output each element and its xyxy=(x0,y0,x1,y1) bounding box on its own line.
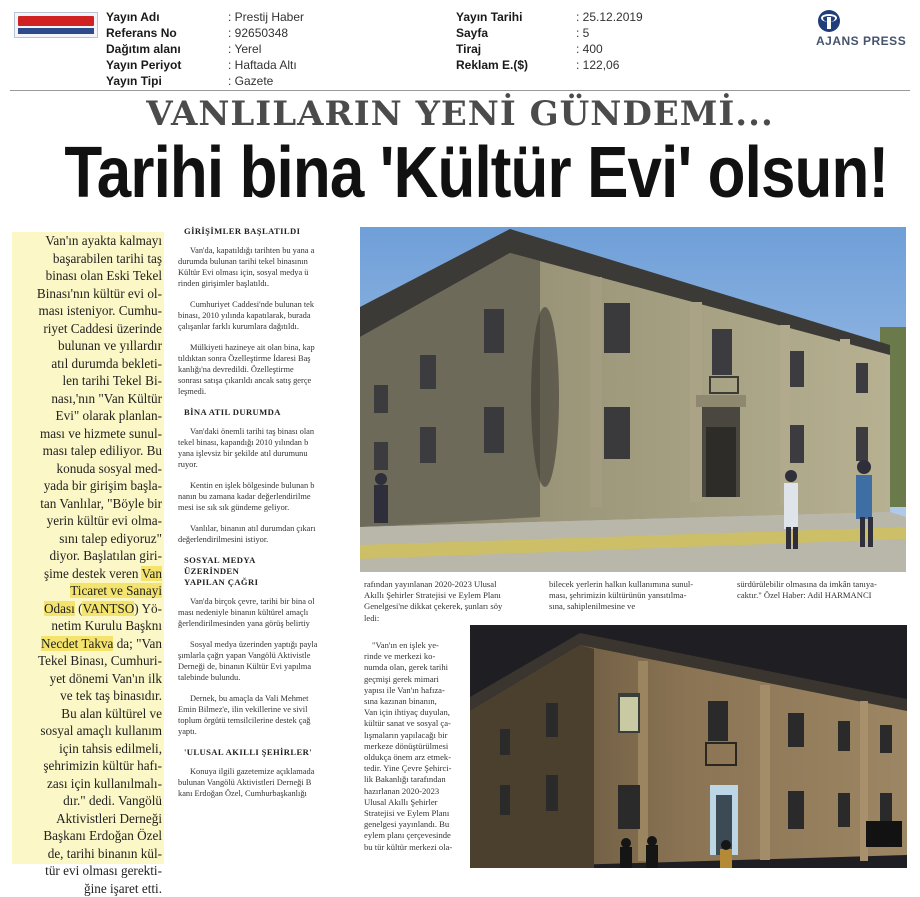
body-paragraph: Dernek, bu amaçla da Vali Mehmet Emin Bilmez'e, ilin vekillerine ve sivil toplum örgütü temsilcilerine destek çağ yaptı. xyxy=(178,694,311,736)
quote-paragraph: "Van'ın en işlek ye- rinde ve merkezi ko- numda olan, gerek tarihi geçmişi gerek mimari yapısı ile Van'ın hafıza- sına kazınan binanın, Van için ihtiyaç duyulan, kültür sanat ve sosyal ça- lışmaların yapılacağı bir merkeze dönüştürülmesi oldukça önem arz etmek- tedir. Yine Çevre Şehirci- lik Bakanlığı tarafından hazırlanan 2020-2023 Ulusal Akıllı Şehirler Stratejisi ve Eylem Planı genelgesi yayınlandı. Bu eylem planı çerçevesinde bu tür kültür merkezi ola- xyxy=(364,640,453,852)
publication-info-right xyxy=(456,9,643,73)
body-paragraph: Mülkiyeti hazineye ait olan bina, kap tıldıktan sonra Özelleştirme İdaresi Baş kanlığı'na devredildi. Özelleştirme sonrası satışa çıkarıldı ancak satış gerçe leşmedi. xyxy=(178,343,315,396)
body-paragraph: Van'da birçok çevre, tarihi bir bina ol ması nedeniyle binanın kültürel amaçlı ğerlendirilmesinden yana görüş belirtiy xyxy=(178,597,315,628)
lead-text: ( xyxy=(74,600,83,616)
info-row xyxy=(106,9,304,25)
building-photo-night xyxy=(470,625,907,868)
info-label: Sayfa xyxy=(456,26,489,40)
brand-name: AJANS PRESS xyxy=(816,34,907,48)
body-paragraph: rafından yayınlanan 2020-2023 Ulusal Akıllı Şehirler Stratejisi ve Eylem Planı Genelgesi'ne dikkat çekerek, şunları söy ledi: xyxy=(364,579,503,623)
subheading: GİRİŞİMLER BAŞLATILDI xyxy=(184,226,301,236)
info-value: : Prestij Haber xyxy=(228,10,305,24)
highlighted-text: VANTSO xyxy=(82,600,135,616)
lead-text: Van'ın ayakta kalmayı başarabilen tarihi taş binası olan Eski Tekel Binası'nın kültür evi ol- ması isteniyor. Cumhu- riyet Caddesi üzerinde bulunan ve yıllardır atıl durumda bekleti- len tarihi Tekel Bi- nası,'nın "Van Kültür Evi" olarak planlan- ması ve hizmete sunul- ması talep ediliyor. Bu konuda sosyal med- yada bir girişim başla- tan Vanlılar, "Böyle bir yerin kültür evi olma- sını talep ediyoruz" diyor. Başlatılan giri- şime destek veren xyxy=(36,233,162,581)
info-value: : 92650348 xyxy=(228,26,289,40)
info-value: : Yerel xyxy=(228,42,262,56)
info-row xyxy=(456,41,643,57)
info-row xyxy=(106,73,304,89)
body-paragraph: Sosyal medya üzerinden yaptığı payla şımlarla çağrı yapan Vangölü Aktivistle Derneği de, binanın Kültür Evi yapılma talebinde bulundu. xyxy=(178,640,318,682)
publication-logo xyxy=(14,12,98,38)
body-paragraph: Vanlılar, binanın atıl durumdan çıkarı değerlendirilmesini istiyor. xyxy=(178,524,316,544)
lead-paragraph xyxy=(14,232,162,897)
lead-text: da; "Van Tekel Binası, Cumhuri- yet dönemi Van'ın ilk ve tek taş binasıdır. Bu alan kültürel ve sosyal amaçlı kullanım için tahsis edilmeli, şehrimizin kültür hafı- zası için kullanılmalı- dır." dedi. Vangölü Aktivistleri Derneği Başkanı Erdoğan Özel de, tarihi binanın kül- tür evi olması gerekti- ğine işaret etti. xyxy=(38,635,162,896)
info-label: Yayın Tarihi xyxy=(456,10,523,24)
highlighted-text: Necdet Takva xyxy=(40,635,114,651)
info-row xyxy=(456,9,643,25)
info-value: : 400 xyxy=(576,42,603,56)
info-label: Tiraj xyxy=(456,42,482,56)
info-value: : Gazete xyxy=(228,74,274,88)
lead-text: ) Yö- netim Kurulu Başknı xyxy=(51,600,162,633)
info-value: : Haftada Altı xyxy=(228,58,297,72)
body-column xyxy=(178,224,338,864)
body-paragraph: Cumhuriyet Caddesi'nde bulunan tek binası, 2010 yılında kapatılarak, burada çalışanlar farklı kurumlara dağıtıldı. xyxy=(178,300,315,331)
info-row xyxy=(106,41,304,57)
body-paragraph: Van'da, kapatıldığı tarihten bu yana a durumda bulunan tarihi tekel binasının Kültür Evi olması için, sosyal medya ü rinden girişimler başlatıldı. xyxy=(178,246,315,288)
info-label: Yayın Tipi xyxy=(106,74,162,88)
header-divider xyxy=(10,90,910,91)
subheading: BİNA ATIL DURUMDA xyxy=(184,407,281,417)
ajans-press-logo xyxy=(812,10,912,50)
subheading: SOSYAL MEDYA ÜZERİNDEN YAPILAN ÇAĞRI xyxy=(184,555,259,587)
info-row xyxy=(106,25,304,41)
info-row xyxy=(456,25,643,41)
logo-mark xyxy=(18,16,94,26)
info-label: Yayın Periyot xyxy=(106,58,182,72)
publication-info-left xyxy=(106,9,304,89)
body-paragraph: bilecek yerlerin halkın kullanımına sunul- ması, şehrimizin kültürünün yansıtılma- sına, sahiplenilmesine ve xyxy=(549,579,694,612)
info-label: Referans No xyxy=(106,26,177,40)
globe-icon xyxy=(818,10,840,32)
info-label: Reklam E.($) xyxy=(456,58,529,72)
highlighted-text: Van Ticaret ve Sanayi Odası xyxy=(44,565,162,616)
body-paragraph: Van'daki önemli tarihi taş binası olan tekel binası, kapandığı 2010 yılından b yana işlevsiz bir şekilde atıl durumunu ruyor. xyxy=(178,427,315,469)
building-photo-day xyxy=(360,227,906,572)
info-value: : 122,06 xyxy=(576,58,620,72)
info-row xyxy=(456,57,643,73)
info-value: : 25.12.2019 xyxy=(576,10,643,24)
body-paragraph: Kentin en işlek bölgesinde bulunan b nanın bu zamana kadar değerlendirilme mesi ise sık sık gündeme geliyor. xyxy=(178,481,315,512)
body-paragraph: sürdürülebilir olmasına da imkân tanıya- caktır." Özel Haber: Adil HARMANCI xyxy=(737,579,877,601)
subheading: 'ULUSAL AKILLI ŞEHİRLER' xyxy=(184,747,313,757)
article-kicker: VANLILARIN YENİ GÜNDEMİ... xyxy=(146,94,774,134)
lead-column xyxy=(12,232,164,896)
info-value: : 5 xyxy=(576,26,590,40)
info-label: Yayın Adı xyxy=(106,10,160,24)
body-paragraph: Konuya ilgili gazetemize açıklamada bulunan Vangölü Aktivistleri Derneği B kanı Erdoğan Özel, Cumhurbaşkanlığı xyxy=(178,767,315,798)
article-headline: Tarihi bina 'Kültür Evi' olsun! xyxy=(64,133,889,213)
info-row xyxy=(106,57,304,73)
info-label: Dağıtım alanı xyxy=(106,42,181,56)
logo-subline xyxy=(18,28,94,34)
